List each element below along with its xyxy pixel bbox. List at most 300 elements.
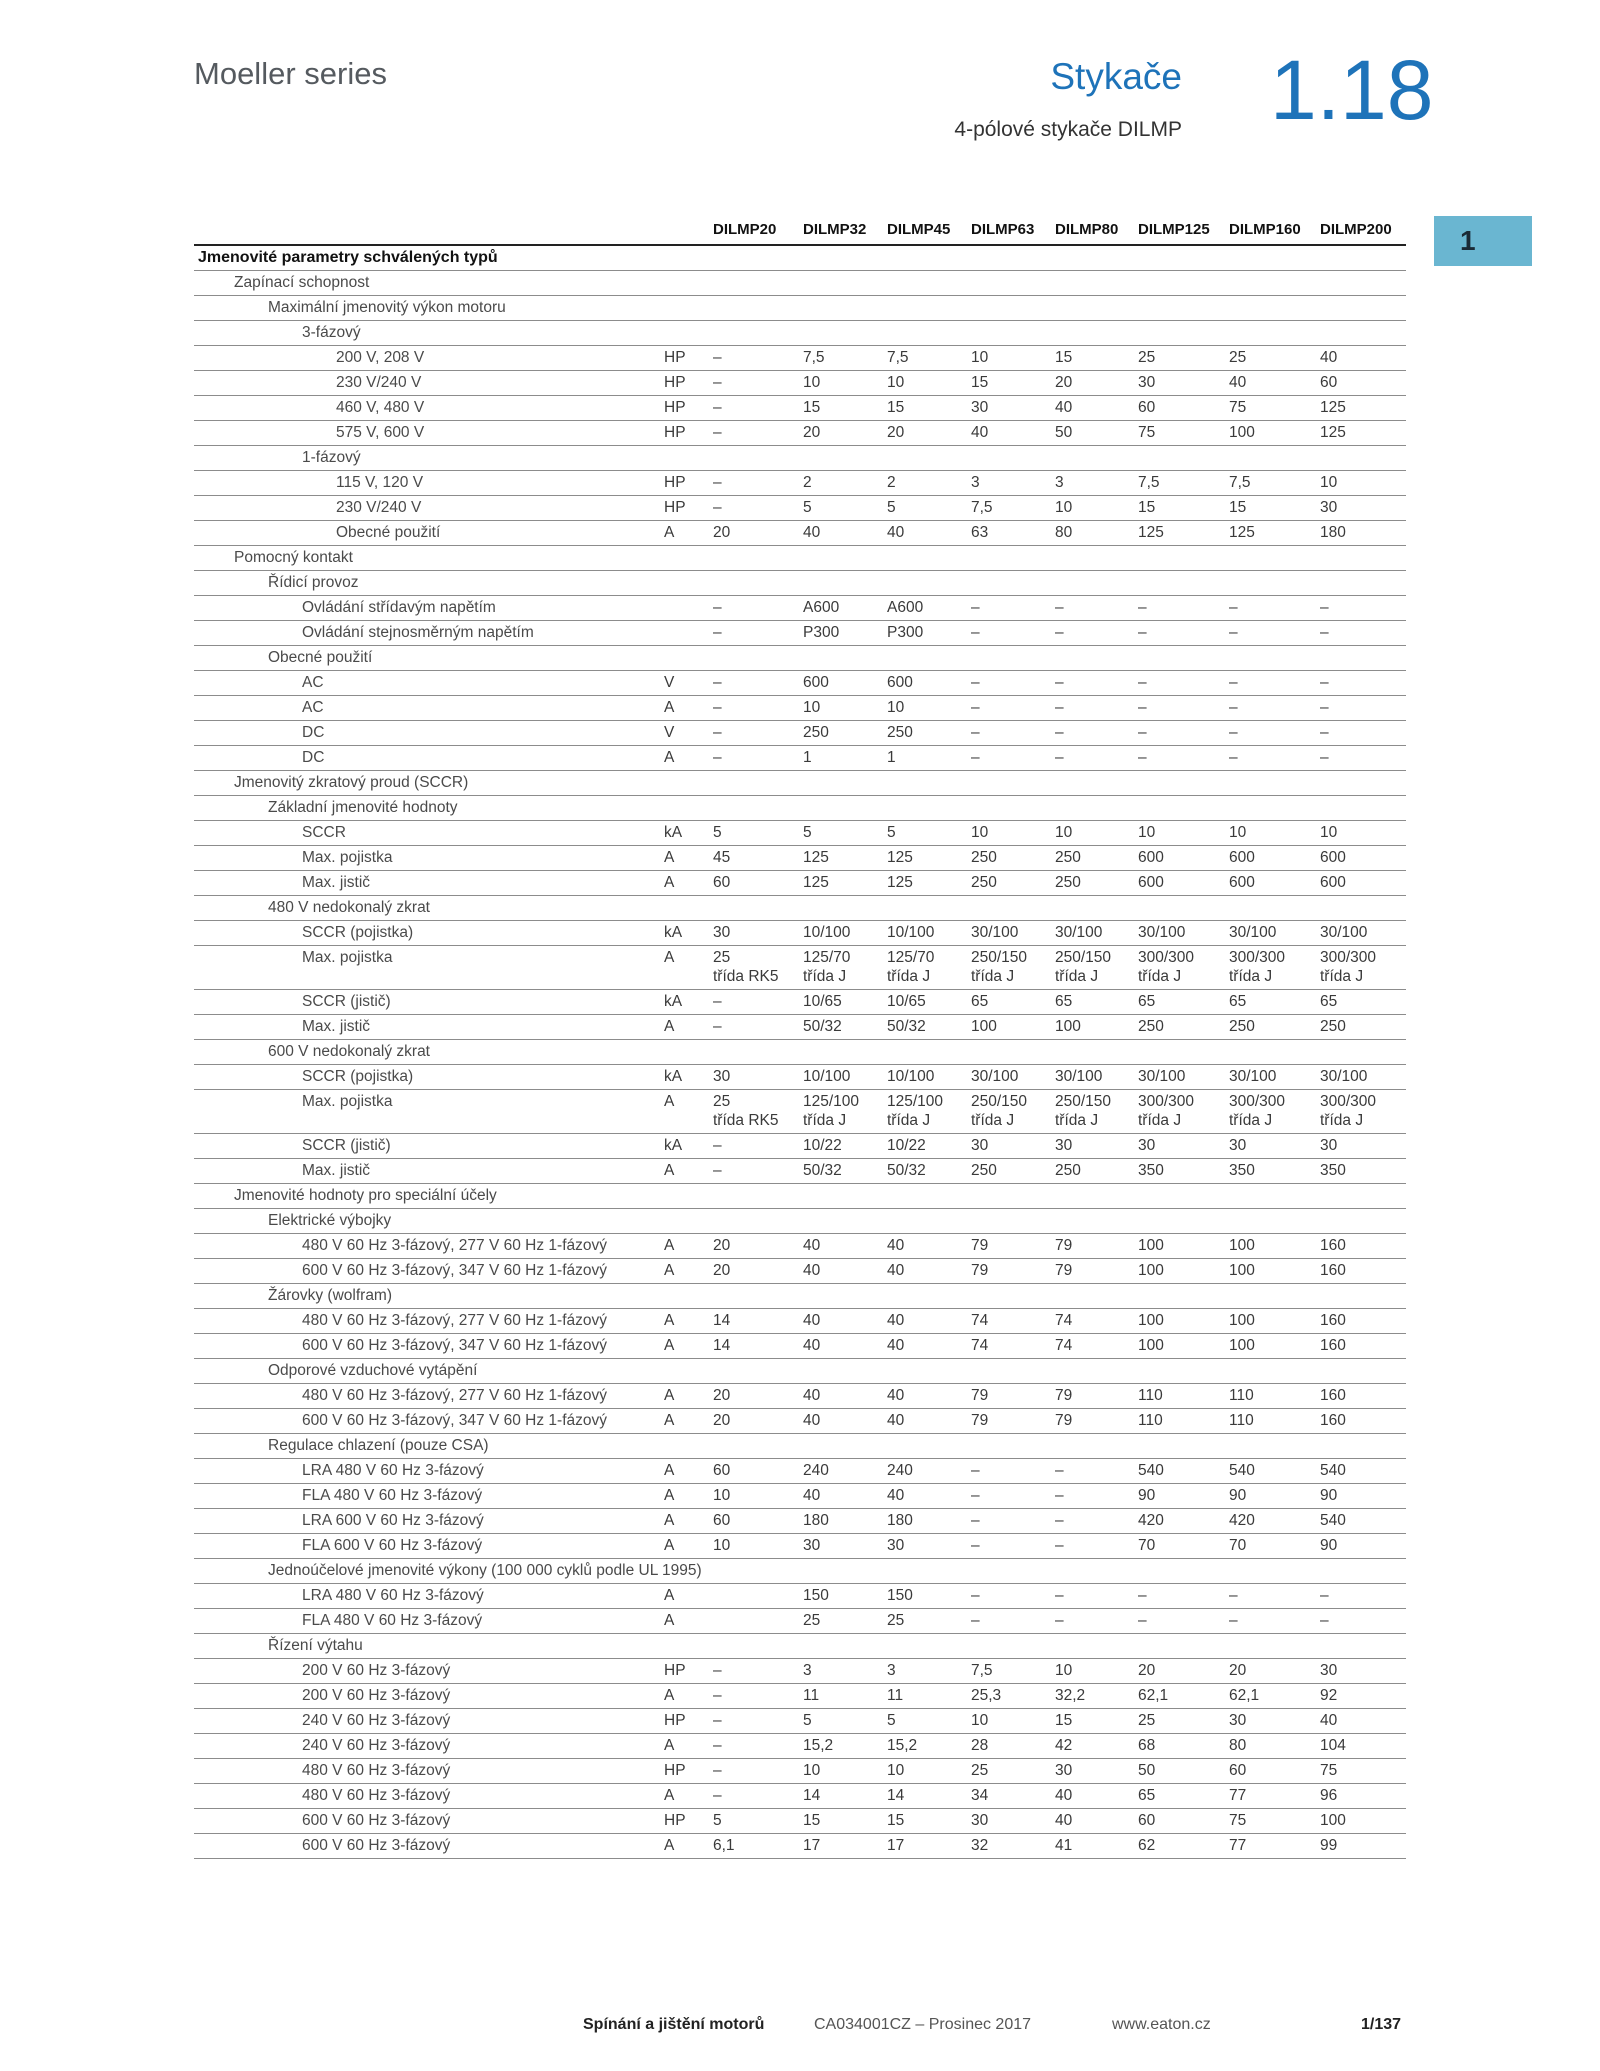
value-cell: – <box>1229 1584 1320 1609</box>
value-cell: 40 <box>803 1234 887 1259</box>
value-cell: 10 <box>887 696 971 721</box>
row-unit: A <box>664 1584 713 1609</box>
value-cell: 75 <box>1229 396 1320 421</box>
row-label: 480 V nedokonalý zkrat <box>194 896 1406 921</box>
value-cell: – <box>1229 721 1320 746</box>
value-cell: 50/32 <box>887 1015 971 1040</box>
value-cell: 99 <box>1320 1834 1406 1859</box>
value-cell: 420 <box>1229 1509 1320 1534</box>
value-cell: 50/32 <box>887 1159 971 1184</box>
value-cell: 60 <box>1138 396 1229 421</box>
value-cell: – <box>1138 621 1229 646</box>
value-cell: 240 <box>887 1459 971 1484</box>
value-cell: 6,1 <box>713 1834 803 1859</box>
value-cell: 60 <box>1138 1809 1229 1834</box>
value-cell <box>713 1584 803 1609</box>
value-cell: 79 <box>971 1259 1055 1284</box>
value-cell: 7,5 <box>803 346 887 371</box>
table-row <box>194 771 1406 796</box>
row-label: Max. pojistka <box>194 946 664 990</box>
table-row <box>194 946 1406 990</box>
row-label: 600 V 60 Hz 3-fázový <box>194 1834 664 1859</box>
value-cell: 250/150 třída J <box>1055 1090 1138 1134</box>
row-label: 480 V 60 Hz 3-fázový, 277 V 60 Hz 1-fázový <box>194 1309 664 1334</box>
value-cell: – <box>971 746 1055 771</box>
value-cell: A600 <box>803 596 887 621</box>
value-cell: P300 <box>803 621 887 646</box>
value-cell: 1 <box>803 746 887 771</box>
value-cell: – <box>1138 746 1229 771</box>
chapter-tab[interactable]: 1 <box>1434 216 1532 266</box>
value-cell: – <box>971 1484 1055 1509</box>
value-cell: 92 <box>1320 1684 1406 1709</box>
row-label: 480 V 60 Hz 3-fázový, 277 V 60 Hz 1-fázový <box>194 1234 664 1259</box>
value-cell: 30 <box>1320 1659 1406 1684</box>
table-row <box>194 1434 1406 1459</box>
value-cell: 250 <box>1055 1159 1138 1184</box>
value-cell: – <box>971 1509 1055 1534</box>
value-cell: 110 <box>1138 1384 1229 1409</box>
table-row <box>194 1609 1406 1634</box>
value-cell: 30 <box>713 1065 803 1090</box>
section-number: 1.18 <box>1270 43 1434 137</box>
value-cell: 125 <box>803 871 887 896</box>
row-label: Ovládání stejnosměrným napětím <box>194 621 664 646</box>
value-cell: 34 <box>971 1784 1055 1809</box>
value-cell: 100 <box>1320 1809 1406 1834</box>
row-label: 3-fázový <box>194 321 1406 346</box>
value-cell: – <box>1229 671 1320 696</box>
value-cell: 10 <box>971 1709 1055 1734</box>
value-cell: 40 <box>803 521 887 546</box>
value-cell: – <box>1055 721 1138 746</box>
value-cell: 10 <box>1320 471 1406 496</box>
value-cell: 40 <box>803 1409 887 1434</box>
value-cell: 20 <box>713 1259 803 1284</box>
row-label: FLA 480 V 60 Hz 3-fázový <box>194 1484 664 1509</box>
value-cell: – <box>1320 596 1406 621</box>
value-cell: 30/100 <box>1229 921 1320 946</box>
value-cell: 11 <box>887 1684 971 1709</box>
value-cell: – <box>1055 596 1138 621</box>
value-cell: 30/100 <box>1320 1065 1406 1090</box>
row-label: Obecné použití <box>194 521 664 546</box>
value-cell: 5 <box>887 1709 971 1734</box>
value-cell: 50 <box>1055 421 1138 446</box>
value-cell: – <box>1320 746 1406 771</box>
table-row <box>194 1184 1406 1209</box>
value-cell: 150 <box>803 1584 887 1609</box>
value-cell: – <box>971 1459 1055 1484</box>
value-cell: 7,5 <box>1229 471 1320 496</box>
row-label: 230 V/240 V <box>194 371 664 396</box>
value-cell: – <box>713 1134 803 1159</box>
value-cell: – <box>713 421 803 446</box>
value-cell: 40 <box>887 1334 971 1359</box>
value-cell: – <box>713 1734 803 1759</box>
table-row <box>194 1334 1406 1359</box>
value-cell: 100 <box>971 1015 1055 1040</box>
value-cell: 40 <box>803 1259 887 1284</box>
value-cell: 10 <box>803 371 887 396</box>
table-row <box>194 1065 1406 1090</box>
value-cell: – <box>1055 1584 1138 1609</box>
table-row <box>194 1509 1406 1534</box>
value-cell: 30 <box>1055 1134 1138 1159</box>
value-cell: 40 <box>1055 1784 1138 1809</box>
value-cell: 74 <box>1055 1309 1138 1334</box>
value-cell: 90 <box>1229 1484 1320 1509</box>
value-cell: 125 <box>1138 521 1229 546</box>
value-cell: 160 <box>1320 1234 1406 1259</box>
row-unit: A <box>664 1734 713 1759</box>
value-cell: 70 <box>1138 1534 1229 1559</box>
table-row <box>194 1090 1406 1134</box>
value-cell: 74 <box>1055 1334 1138 1359</box>
value-cell: – <box>713 371 803 396</box>
row-unit: HP <box>664 496 713 521</box>
table-row <box>194 346 1406 371</box>
value-cell: 5 <box>803 1709 887 1734</box>
value-cell: 100 <box>1229 421 1320 446</box>
footer-website[interactable]: www.eaton.cz <box>1112 2016 1211 2033</box>
table-row <box>194 921 1406 946</box>
value-cell: 600 <box>1320 846 1406 871</box>
value-cell: 160 <box>1320 1409 1406 1434</box>
row-label: LRA 480 V 60 Hz 3-fázový <box>194 1584 664 1609</box>
value-cell: 30 <box>971 1134 1055 1159</box>
row-label: 600 V 60 Hz 3-fázový, 347 V 60 Hz 1-fázový <box>194 1409 664 1434</box>
value-cell: 150 <box>887 1584 971 1609</box>
value-cell: 40 <box>887 1384 971 1409</box>
row-unit: A <box>664 1334 713 1359</box>
row-unit: HP <box>664 1809 713 1834</box>
value-cell: 250/150 třída J <box>1055 946 1138 990</box>
row-label: SCCR (pojistka) <box>194 1065 664 1090</box>
value-cell: 600 <box>1229 846 1320 871</box>
column-header: DILMP80 <box>1055 216 1138 245</box>
value-cell: 60 <box>1320 371 1406 396</box>
value-cell: 28 <box>971 1734 1055 1759</box>
value-cell: 80 <box>1055 521 1138 546</box>
value-cell: 90 <box>1320 1534 1406 1559</box>
table-row <box>194 896 1406 921</box>
row-label: SCCR (jistič) <box>194 990 664 1015</box>
value-cell: 15 <box>803 1809 887 1834</box>
table-row <box>194 646 1406 671</box>
value-cell: 180 <box>887 1509 971 1534</box>
value-cell: 30/100 <box>1138 1065 1229 1090</box>
value-cell: – <box>1055 621 1138 646</box>
column-header: DILMP32 <box>803 216 887 245</box>
value-cell: – <box>1138 721 1229 746</box>
value-cell: 160 <box>1320 1309 1406 1334</box>
value-cell: 30 <box>803 1534 887 1559</box>
value-cell: – <box>713 596 803 621</box>
value-cell: 90 <box>1138 1484 1229 1509</box>
value-cell: 40 <box>1320 1709 1406 1734</box>
value-cell: 600 <box>1320 871 1406 896</box>
value-cell: 180 <box>1320 521 1406 546</box>
value-cell: 60 <box>713 1459 803 1484</box>
value-cell: – <box>971 1609 1055 1634</box>
row-label: Elektrické výbojky <box>194 1209 1406 1234</box>
value-cell: 10 <box>1138 821 1229 846</box>
row-unit: A <box>664 1159 713 1184</box>
value-cell: 79 <box>1055 1234 1138 1259</box>
value-cell: 20 <box>713 1234 803 1259</box>
value-cell: – <box>713 496 803 521</box>
value-cell: 20 <box>1055 371 1138 396</box>
value-cell: 10 <box>971 821 1055 846</box>
row-unit: A <box>664 1459 713 1484</box>
value-cell: – <box>713 471 803 496</box>
value-cell: 20 <box>713 521 803 546</box>
row-label: AC <box>194 696 664 721</box>
value-cell: 10 <box>971 346 1055 371</box>
value-cell: 300/300 třída J <box>1138 946 1229 990</box>
table-row <box>194 1015 1406 1040</box>
value-cell: 250 <box>1055 846 1138 871</box>
row-label: SCCR (jistič) <box>194 1134 664 1159</box>
value-cell: 15,2 <box>887 1734 971 1759</box>
value-cell: 10/22 <box>803 1134 887 1159</box>
row-label: 240 V 60 Hz 3-fázový <box>194 1734 664 1759</box>
footer-doc-code: CA034001CZ – Prosinec 2017 <box>814 2016 1032 2033</box>
value-cell: 25 třída RK5 <box>713 946 803 990</box>
table-row <box>194 1534 1406 1559</box>
value-cell: – <box>713 396 803 421</box>
row-unit: A <box>664 1015 713 1040</box>
value-cell: – <box>1320 1584 1406 1609</box>
value-cell: 10/22 <box>887 1134 971 1159</box>
value-cell: 10/100 <box>887 1065 971 1090</box>
value-cell: 75 <box>1138 421 1229 446</box>
value-cell: 79 <box>971 1234 1055 1259</box>
value-cell: 40 <box>1055 1809 1138 1834</box>
value-cell: 65 <box>971 990 1055 1015</box>
row-unit: kA <box>664 1065 713 1090</box>
row-unit: A <box>664 1684 713 1709</box>
table-row <box>194 1309 1406 1334</box>
value-cell: 2 <box>887 471 971 496</box>
row-label: FLA 600 V 60 Hz 3-fázový <box>194 1534 664 1559</box>
value-cell: 79 <box>971 1384 1055 1409</box>
table-row <box>194 696 1406 721</box>
row-unit <box>664 621 713 646</box>
section-subtitle: 4-pólové stykače DILMP <box>954 118 1182 141</box>
value-cell: 100 <box>1138 1334 1229 1359</box>
value-cell: 30 <box>1138 1134 1229 1159</box>
value-cell: 65 <box>1138 1784 1229 1809</box>
value-cell: 7,5 <box>1138 471 1229 496</box>
table-row <box>194 1409 1406 1434</box>
value-cell: 15 <box>1229 496 1320 521</box>
row-label: LRA 480 V 60 Hz 3-fázový <box>194 1459 664 1484</box>
table-row <box>194 546 1406 571</box>
value-cell: 30 <box>1138 371 1229 396</box>
value-cell: 40 <box>803 1309 887 1334</box>
value-cell: 250 <box>971 871 1055 896</box>
table-row <box>194 471 1406 496</box>
row-label: AC <box>194 671 664 696</box>
value-cell: 90 <box>1320 1484 1406 1509</box>
value-cell: – <box>713 746 803 771</box>
row-label: 240 V 60 Hz 3-fázový <box>194 1709 664 1734</box>
value-cell: 5 <box>887 821 971 846</box>
value-cell: 30/100 <box>1229 1065 1320 1090</box>
value-cell: 25 <box>1138 346 1229 371</box>
row-label: 460 V, 480 V <box>194 396 664 421</box>
row-unit: HP <box>664 371 713 396</box>
row-label: 600 V 60 Hz 3-fázový, 347 V 60 Hz 1-fázový <box>194 1334 664 1359</box>
column-header: DILMP160 <box>1229 216 1320 245</box>
row-label: 200 V, 208 V <box>194 346 664 371</box>
value-cell: – <box>971 596 1055 621</box>
table-row <box>194 1284 1406 1309</box>
value-cell: 40 <box>887 1234 971 1259</box>
row-unit: A <box>664 1259 713 1284</box>
row-unit: kA <box>664 921 713 946</box>
value-cell: 100 <box>1138 1309 1229 1334</box>
value-cell: 250 <box>1320 1015 1406 1040</box>
value-cell: 32,2 <box>1055 1684 1138 1709</box>
value-cell: 250 <box>1229 1015 1320 1040</box>
row-label: Max. jistič <box>194 871 664 896</box>
value-cell: – <box>713 1659 803 1684</box>
value-cell: 300/300 třída J <box>1229 946 1320 990</box>
value-cell: 15 <box>887 396 971 421</box>
value-cell: 240 <box>803 1459 887 1484</box>
table-row <box>194 596 1406 621</box>
table-row <box>194 1040 1406 1065</box>
value-cell: – <box>971 696 1055 721</box>
value-cell: 350 <box>1320 1159 1406 1184</box>
value-cell: 65 <box>1055 990 1138 1015</box>
value-cell: 30 <box>1229 1709 1320 1734</box>
value-cell: 40 <box>803 1384 887 1409</box>
value-cell: 14 <box>803 1784 887 1809</box>
value-cell: – <box>1055 1509 1138 1534</box>
row-label: 600 V 60 Hz 3-fázový <box>194 1809 664 1834</box>
column-header: DILMP63 <box>971 216 1055 245</box>
value-cell: 10 <box>803 1759 887 1784</box>
value-cell: 10/100 <box>803 921 887 946</box>
table-row <box>194 1559 1406 1584</box>
row-label: 480 V 60 Hz 3-fázový <box>194 1759 664 1784</box>
value-cell: 79 <box>1055 1384 1138 1409</box>
value-cell: 125/100 třída J <box>803 1090 887 1134</box>
section-heading-row <box>194 245 1406 271</box>
table-row <box>194 396 1406 421</box>
value-cell: 125 <box>887 871 971 896</box>
value-cell: 125 <box>803 846 887 871</box>
value-cell: 7,5 <box>971 496 1055 521</box>
value-cell <box>713 1609 803 1634</box>
value-cell: 17 <box>887 1834 971 1859</box>
value-cell: 5 <box>713 1809 803 1834</box>
value-cell: – <box>1055 1534 1138 1559</box>
row-unit: kA <box>664 1134 713 1159</box>
value-cell: 250/150 třída J <box>971 1090 1055 1134</box>
value-cell: 1 <box>887 746 971 771</box>
value-cell: 79 <box>971 1409 1055 1434</box>
column-header: DILMP20 <box>713 216 803 245</box>
value-cell: 5 <box>803 821 887 846</box>
row-unit: V <box>664 721 713 746</box>
value-cell: 160 <box>1320 1384 1406 1409</box>
row-label: Regulace chlazení (pouze CSA) <box>194 1434 1406 1459</box>
value-cell: 30/100 <box>1055 921 1138 946</box>
row-unit: A <box>664 846 713 871</box>
value-cell: 2 <box>803 471 887 496</box>
column-header: DILMP125 <box>1138 216 1229 245</box>
table-row <box>194 446 1406 471</box>
value-cell: 250 <box>971 846 1055 871</box>
value-cell: 10/100 <box>803 1065 887 1090</box>
table-row <box>194 1209 1406 1234</box>
value-cell: – <box>713 696 803 721</box>
value-cell: 14 <box>713 1309 803 1334</box>
row-label: Max. pojistka <box>194 1090 664 1134</box>
value-cell: 65 <box>1138 990 1229 1015</box>
value-cell: 100 <box>1229 1309 1320 1334</box>
value-cell: 30 <box>713 921 803 946</box>
row-label: 480 V 60 Hz 3-fázový <box>194 1784 664 1809</box>
value-cell: 10 <box>1320 821 1406 846</box>
value-cell: 10 <box>887 371 971 396</box>
table-row <box>194 271 1406 296</box>
value-cell: – <box>1320 721 1406 746</box>
row-unit: A <box>664 1409 713 1434</box>
value-cell: – <box>713 621 803 646</box>
row-label: 480 V 60 Hz 3-fázový, 277 V 60 Hz 1-fázový <box>194 1384 664 1409</box>
value-cell: 30 <box>1320 1134 1406 1159</box>
value-cell: 10 <box>1055 496 1138 521</box>
value-cell: 300/300 třída J <box>1320 1090 1406 1134</box>
table-row <box>194 1584 1406 1609</box>
value-cell: 30 <box>1229 1134 1320 1159</box>
row-label: Jmenovitý zkratový proud (SCCR) <box>194 771 1406 796</box>
row-unit: HP <box>664 471 713 496</box>
row-label: Max. jistič <box>194 1015 664 1040</box>
value-cell: P300 <box>887 621 971 646</box>
row-unit: A <box>664 1509 713 1534</box>
value-cell: 60 <box>713 1509 803 1534</box>
value-cell: 300/300 třída J <box>1138 1090 1229 1134</box>
value-cell: 10/65 <box>803 990 887 1015</box>
value-cell: 3 <box>1055 471 1138 496</box>
value-cell: 600 <box>803 671 887 696</box>
value-cell: 15 <box>1055 346 1138 371</box>
value-cell: 40 <box>887 1484 971 1509</box>
row-label: 200 V 60 Hz 3-fázový <box>194 1684 664 1709</box>
table-row <box>194 1259 1406 1284</box>
row-unit: A <box>664 1484 713 1509</box>
value-cell: – <box>1229 696 1320 721</box>
table-row <box>194 621 1406 646</box>
value-cell: 40 <box>1055 396 1138 421</box>
row-label: 115 V, 120 V <box>194 471 664 496</box>
value-cell: 20 <box>713 1384 803 1409</box>
value-cell: 20 <box>803 421 887 446</box>
row-label: FLA 480 V 60 Hz 3-fázový <box>194 1609 664 1634</box>
value-cell: 160 <box>1320 1259 1406 1284</box>
value-cell: 20 <box>887 421 971 446</box>
value-cell: – <box>1229 1609 1320 1634</box>
value-cell: 50 <box>1138 1759 1229 1784</box>
value-cell: 40 <box>887 521 971 546</box>
